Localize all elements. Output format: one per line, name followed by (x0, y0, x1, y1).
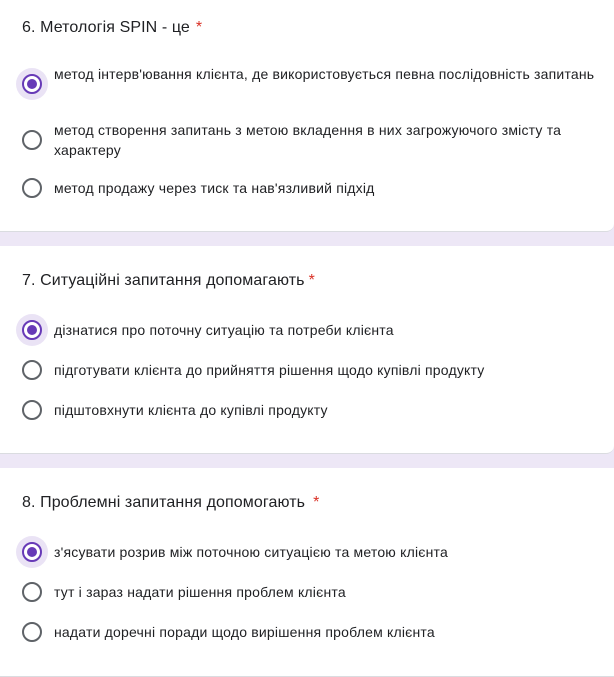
option-label: підштовхнути клієнта до купівлі продукту (54, 402, 328, 418)
question-title (22, 18, 202, 38)
question-title-text: 7. Ситуаційні запитання допомагають (22, 272, 305, 289)
radio-option-7-1[interactable] (22, 320, 600, 340)
radio-button[interactable] (22, 360, 42, 380)
radio-button[interactable] (22, 178, 42, 198)
required-asterisk: * (313, 494, 320, 511)
question-card-7 (0, 246, 614, 454)
radio-button[interactable] (22, 622, 42, 642)
question-card-6 (0, 0, 614, 232)
option-label: метод інтерв'ювання клієнта, де використовується певна послідовність запитань (54, 66, 595, 82)
radio-option-7-2[interactable] (22, 360, 600, 380)
radio-button[interactable] (22, 130, 42, 150)
radio-button-checked[interactable] (22, 74, 42, 94)
radio-option-6-3[interactable] (22, 178, 600, 198)
radio-option-8-1[interactable] (22, 542, 600, 562)
question-title (22, 271, 315, 291)
question-card-8 (0, 468, 614, 677)
radio-option-6-1[interactable] (22, 64, 600, 104)
radio-option-7-3[interactable] (22, 400, 600, 420)
radio-option-8-3[interactable] (22, 622, 600, 642)
question-title-text: 8. Проблемні запитання допомогають (22, 494, 306, 511)
option-label: метод створення запитань з метою вкладення в них загрожуючого змісту та характеру (54, 122, 562, 158)
required-asterisk: * (308, 272, 315, 289)
radio-button-checked[interactable] (22, 542, 42, 562)
required-asterisk: * (195, 19, 203, 36)
question-title (22, 493, 319, 513)
radio-button-checked[interactable] (22, 320, 42, 340)
option-label: підготувати клієнта до прийняття рішення щодо купівлі продукту (54, 362, 485, 378)
radio-option-8-2[interactable] (22, 582, 600, 602)
radio-option-6-2[interactable] (22, 120, 600, 160)
radio-button[interactable] (22, 582, 42, 602)
option-label: дізнатися про поточну ситуацію та потреби клієнта (54, 322, 394, 338)
option-label: надати доречні поради щодо вирішення проблем клієнта (54, 624, 435, 640)
radio-button[interactable] (22, 400, 42, 420)
question-title-text: 6. Метологія SPIN - це (22, 19, 190, 36)
option-label: метод продажу через тиск та нав'язливий підхід (54, 180, 375, 196)
option-label: з'ясувати розрив між поточною ситуацією та метою клієнта (54, 544, 448, 560)
option-label: тут і зараз надати рішення проблем клієнта (54, 584, 346, 600)
